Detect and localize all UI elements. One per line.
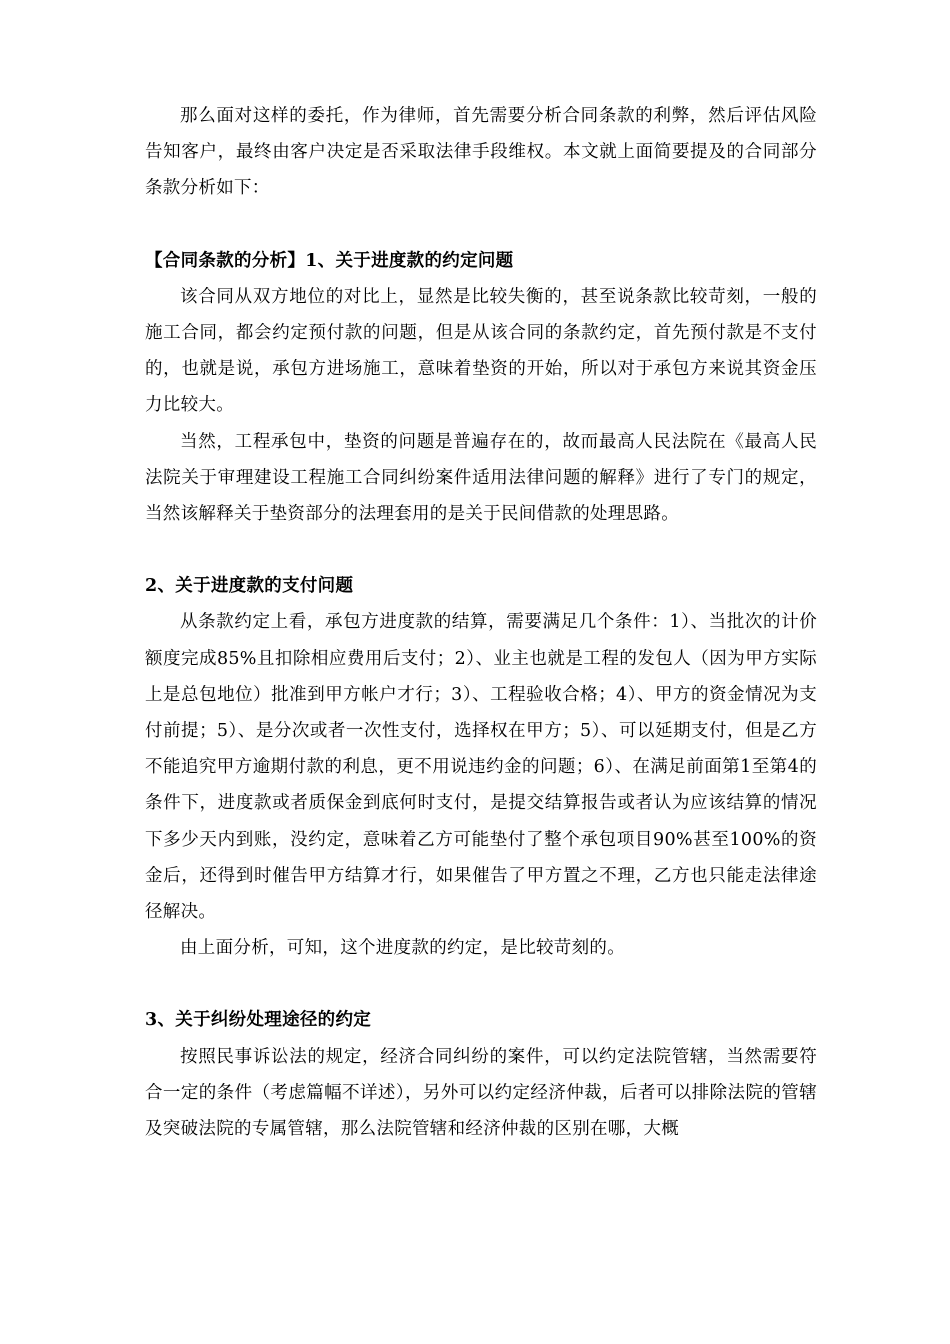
document-page [145, 98, 817, 1147]
section-heading-3: 3、关于纠纷处理途径的约定 [145, 1010, 372, 1031]
spacer [145, 966, 817, 1002]
section-heading-1: 【合同条款的分析】1、关于进度款的约定问题 [145, 250, 514, 271]
section-heading-2: 2、关于进度款的支付问题 [145, 576, 354, 597]
paragraph-intro: 那么面对这样的委托，作为律师，首先需要分析合同条款的利弊，然后评估风险告知客户，最终由客户决定是否采取法律手段维权。本文就上面简要提及的合同部分条款分析如下： [145, 106, 817, 199]
spacer [145, 532, 817, 568]
paragraph-progress-payment-agreement: 该合同从双方地位的对比上，显然是比较失衡的，甚至说条款比较苛刻，一般的施工合同，都会约定预付款的问题，但是从该合同的条款约定，首先预付款是不支付的，也就是说，承包方进场施工，意味着垫资的开始，所以对于承包方来说其资金压力比较大。 [145, 286, 817, 416]
spacer [145, 207, 817, 243]
paragraph-dispute-resolution: 按照民事诉讼法的规定，经济合同纠纷的案件，可以约定法院管辖，当然需要符合一定的条件（考虑篇幅不详述），另外可以约定经济仲裁，后者可以排除法院的管辖及突破法院的专属管辖，那么法院管辖和经济仲裁的区别在哪，大概 [145, 1046, 817, 1140]
paragraph-advance-funding: 当然，工程承包中，垫资的问题是普遍存在的，故而最高人民法院在《最高人民法院关于审理建设工程施工合同纠纷案件适用法律问题的解释》进行了专门的规定，当然该解释关于垫资部分的法理套用的是关于民间借款的处理思路。 [145, 431, 817, 525]
paragraph-payment-conditions: 从条款约定上看，承包方进度款的结算，需要满足几个条件：1）、当批次的计价额度完成85%且扣除相应费用后支付；2）、业主也就是工程的发包人（因为甲方实际上是总包地位）批准到甲方帐户才行；3）、工程验收合格；4）、甲方的资金情况为支付前提；5）、是分次或者一次性支付，选择权在甲方；5）、可以延期支付，但是乙方不能追究甲方逾期付款的利息，更不用说违约金的问题；6）、在满足前面第1至第4的条件下，进度款或者质保金到底何时支付，是提交结算报告或者认为应该结算的情况下多少天内到账，没约定，意味着乙方可能垫付了整个承包项目90%甚至100%的资金后，还得到时催告甲方结算才行，如果催告了甲方置之不理，乙方也只能走法律途径解决。 [145, 612, 817, 923]
paragraph-conclusion: 由上面分析，可知，这个进度款的约定，是比较苛刻的。 [180, 938, 625, 959]
